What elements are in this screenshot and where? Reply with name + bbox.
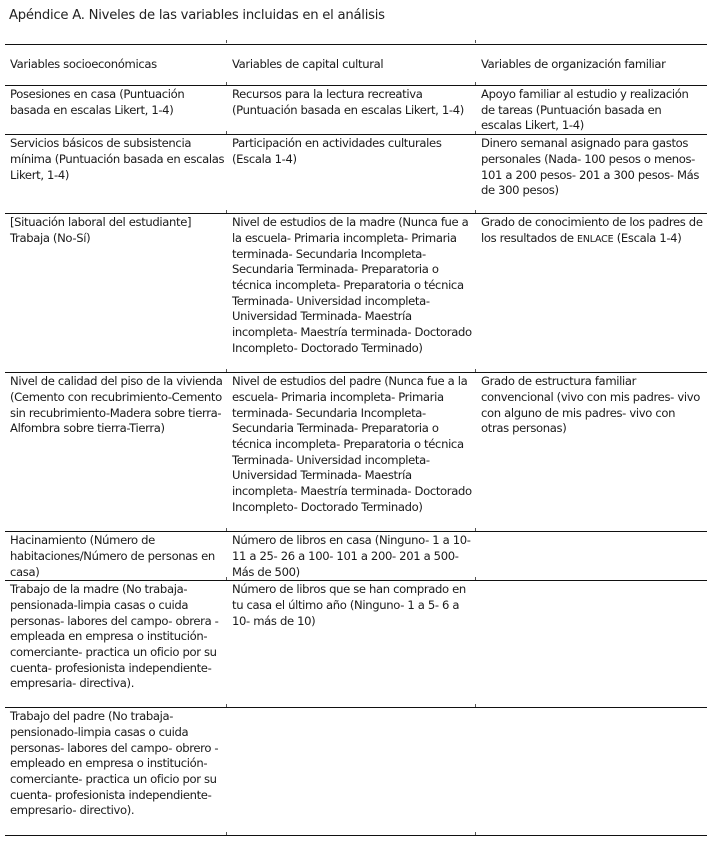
- header-cultural: Variables de capital cultural: [227, 45, 476, 86]
- column-tick: [475, 528, 476, 531]
- header-socioeconomic: Variables socioeconómicas: [5, 45, 227, 86]
- column-tick: [475, 832, 476, 835]
- column-tick: [475, 210, 476, 213]
- table-row: [5, 532, 707, 581]
- cell-family-scale: (Escala 1-4): [613, 230, 682, 245]
- column-tick: [475, 369, 476, 372]
- cell-cultural: Participación en actividades culturales (Escala 1-4): [227, 135, 476, 214]
- cell-cultural: Nivel de estudios del padre (Nunca fue a la escuela- Primaria incompleta- Primaria terminada- Secundaria Incompleta- Secundaria Terminada- Preparatoria o técnica incompleta- Preparatoria o técnica Terminada- Universidad incompleta- Universidad Terminada- Maestría incompleta- Maestría terminada- Doctorado Incompleto- Doctorado Terminado): [227, 373, 476, 532]
- table-row: [5, 708, 707, 836]
- column-tick: [475, 40, 476, 43]
- cell-family: [476, 214, 707, 373]
- cell-family: [476, 581, 707, 708]
- table-row: [5, 373, 707, 532]
- cell-socioeconomic: Hacinamiento (Número de habitaciones/Número de personas en casa): [5, 532, 227, 581]
- cell-socioeconomic: Trabajo de la madre (No trabaja- pensionada-limpia casas o cuida personas- labores del campo- obrera -empleada en empresa o institución- comerciante- practica un oficio por su cuenta- profesionista independiente- empresaria- directiva).: [5, 581, 227, 708]
- appendix-title: Apéndice A. Niveles de las variables incluidas en el análisis: [9, 8, 385, 23]
- enlace-acronym: ENLACE: [577, 233, 614, 245]
- cell-cultural: Número de libros que se han comprado en tu casa el último año (Ninguno- 1 a 5- 6 a 10- más de 10): [227, 581, 476, 708]
- table-row: [5, 86, 707, 135]
- cell-family: Grado de estructura familiar convencional (vivo con mis padres- vivo con alguno de mis padres- vivo con otras personas): [476, 373, 707, 532]
- table-row: [5, 135, 707, 214]
- cell-cultural: Número de libros en casa (Ninguno- 1 a 10-11 a 25- 26 a 100- 101 a 200- 201 a 500- Más de 500): [227, 532, 476, 581]
- cell-family: [476, 532, 707, 581]
- column-tick: [475, 704, 476, 707]
- cell-socioeconomic: Nivel de calidad del piso de la vivienda (Cemento con recubrimiento-Cemento sin recubrimiento-Madera sobre tierra-Alfombra sobre tierra-Tierra): [5, 373, 227, 532]
- column-tick: [226, 577, 227, 580]
- column-tick: [475, 131, 476, 134]
- cell-family: Dinero semanal asignado para gastos personales (Nada- 100 pesos o menos- 101 a 200 pesos- 201 a 300 pesos- Más de 300 pesos): [476, 135, 707, 214]
- column-tick: [475, 82, 476, 85]
- cell-socioeconomic: Trabajo del padre (No trabaja- pensionado-limpia casas o cuida personas- labores del campo- obrero -empleado en empresa o institución- comerciante- practica un oficio por su cuenta- profesionista independiente- empresario- directivo).: [5, 708, 227, 836]
- table-header-row: [5, 45, 707, 86]
- cell-cultural: Nivel de estudios de la madre (Nunca fue a la escuela- Primaria incompleta- Primaria terminada- Secundaria Incompleta- Secundaria Terminada- Preparatoria o técnica incompleta- Preparatoria o técnica Terminada- Universidad incompleta- Universidad Terminada- Maestría incompleta- Maestría terminada- Doctorado Incompleto- Doctorado Terminado): [227, 214, 476, 373]
- column-tick: [226, 704, 227, 707]
- column-tick: [475, 577, 476, 580]
- column-tick: [226, 832, 227, 835]
- cell-family: Apoyo familiar al estudio y realización de tareas (Puntuación basada en escalas Likert, 1-4): [476, 86, 707, 135]
- table-row: [5, 581, 707, 708]
- cell-socioeconomic: [Situación laboral del estudiante] Trabaja (No-Sí): [5, 214, 227, 373]
- cell-family: [476, 708, 707, 836]
- column-tick: [226, 131, 227, 134]
- cell-cultural: Recursos para la lectura recreativa (Puntuación basada en escalas Likert, 1-4): [227, 86, 476, 135]
- column-tick: [226, 210, 227, 213]
- variables-table: [5, 44, 707, 836]
- column-tick: [226, 40, 227, 43]
- table-row: [5, 214, 707, 373]
- column-tick: [226, 82, 227, 85]
- cell-cultural: [227, 708, 476, 836]
- header-family: Variables de organización familiar: [476, 45, 707, 86]
- column-tick: [226, 528, 227, 531]
- cell-family-text: Grado de conocimiento de los padres de los resultados de: [481, 215, 703, 245]
- cell-socioeconomic: Servicios básicos de subsistencia mínima (Puntuación basada en escalas Likert, 1-4): [5, 135, 227, 214]
- column-tick: [226, 369, 227, 372]
- cell-socioeconomic: Posesiones en casa (Puntuación basada en escalas Likert, 1-4): [5, 86, 227, 135]
